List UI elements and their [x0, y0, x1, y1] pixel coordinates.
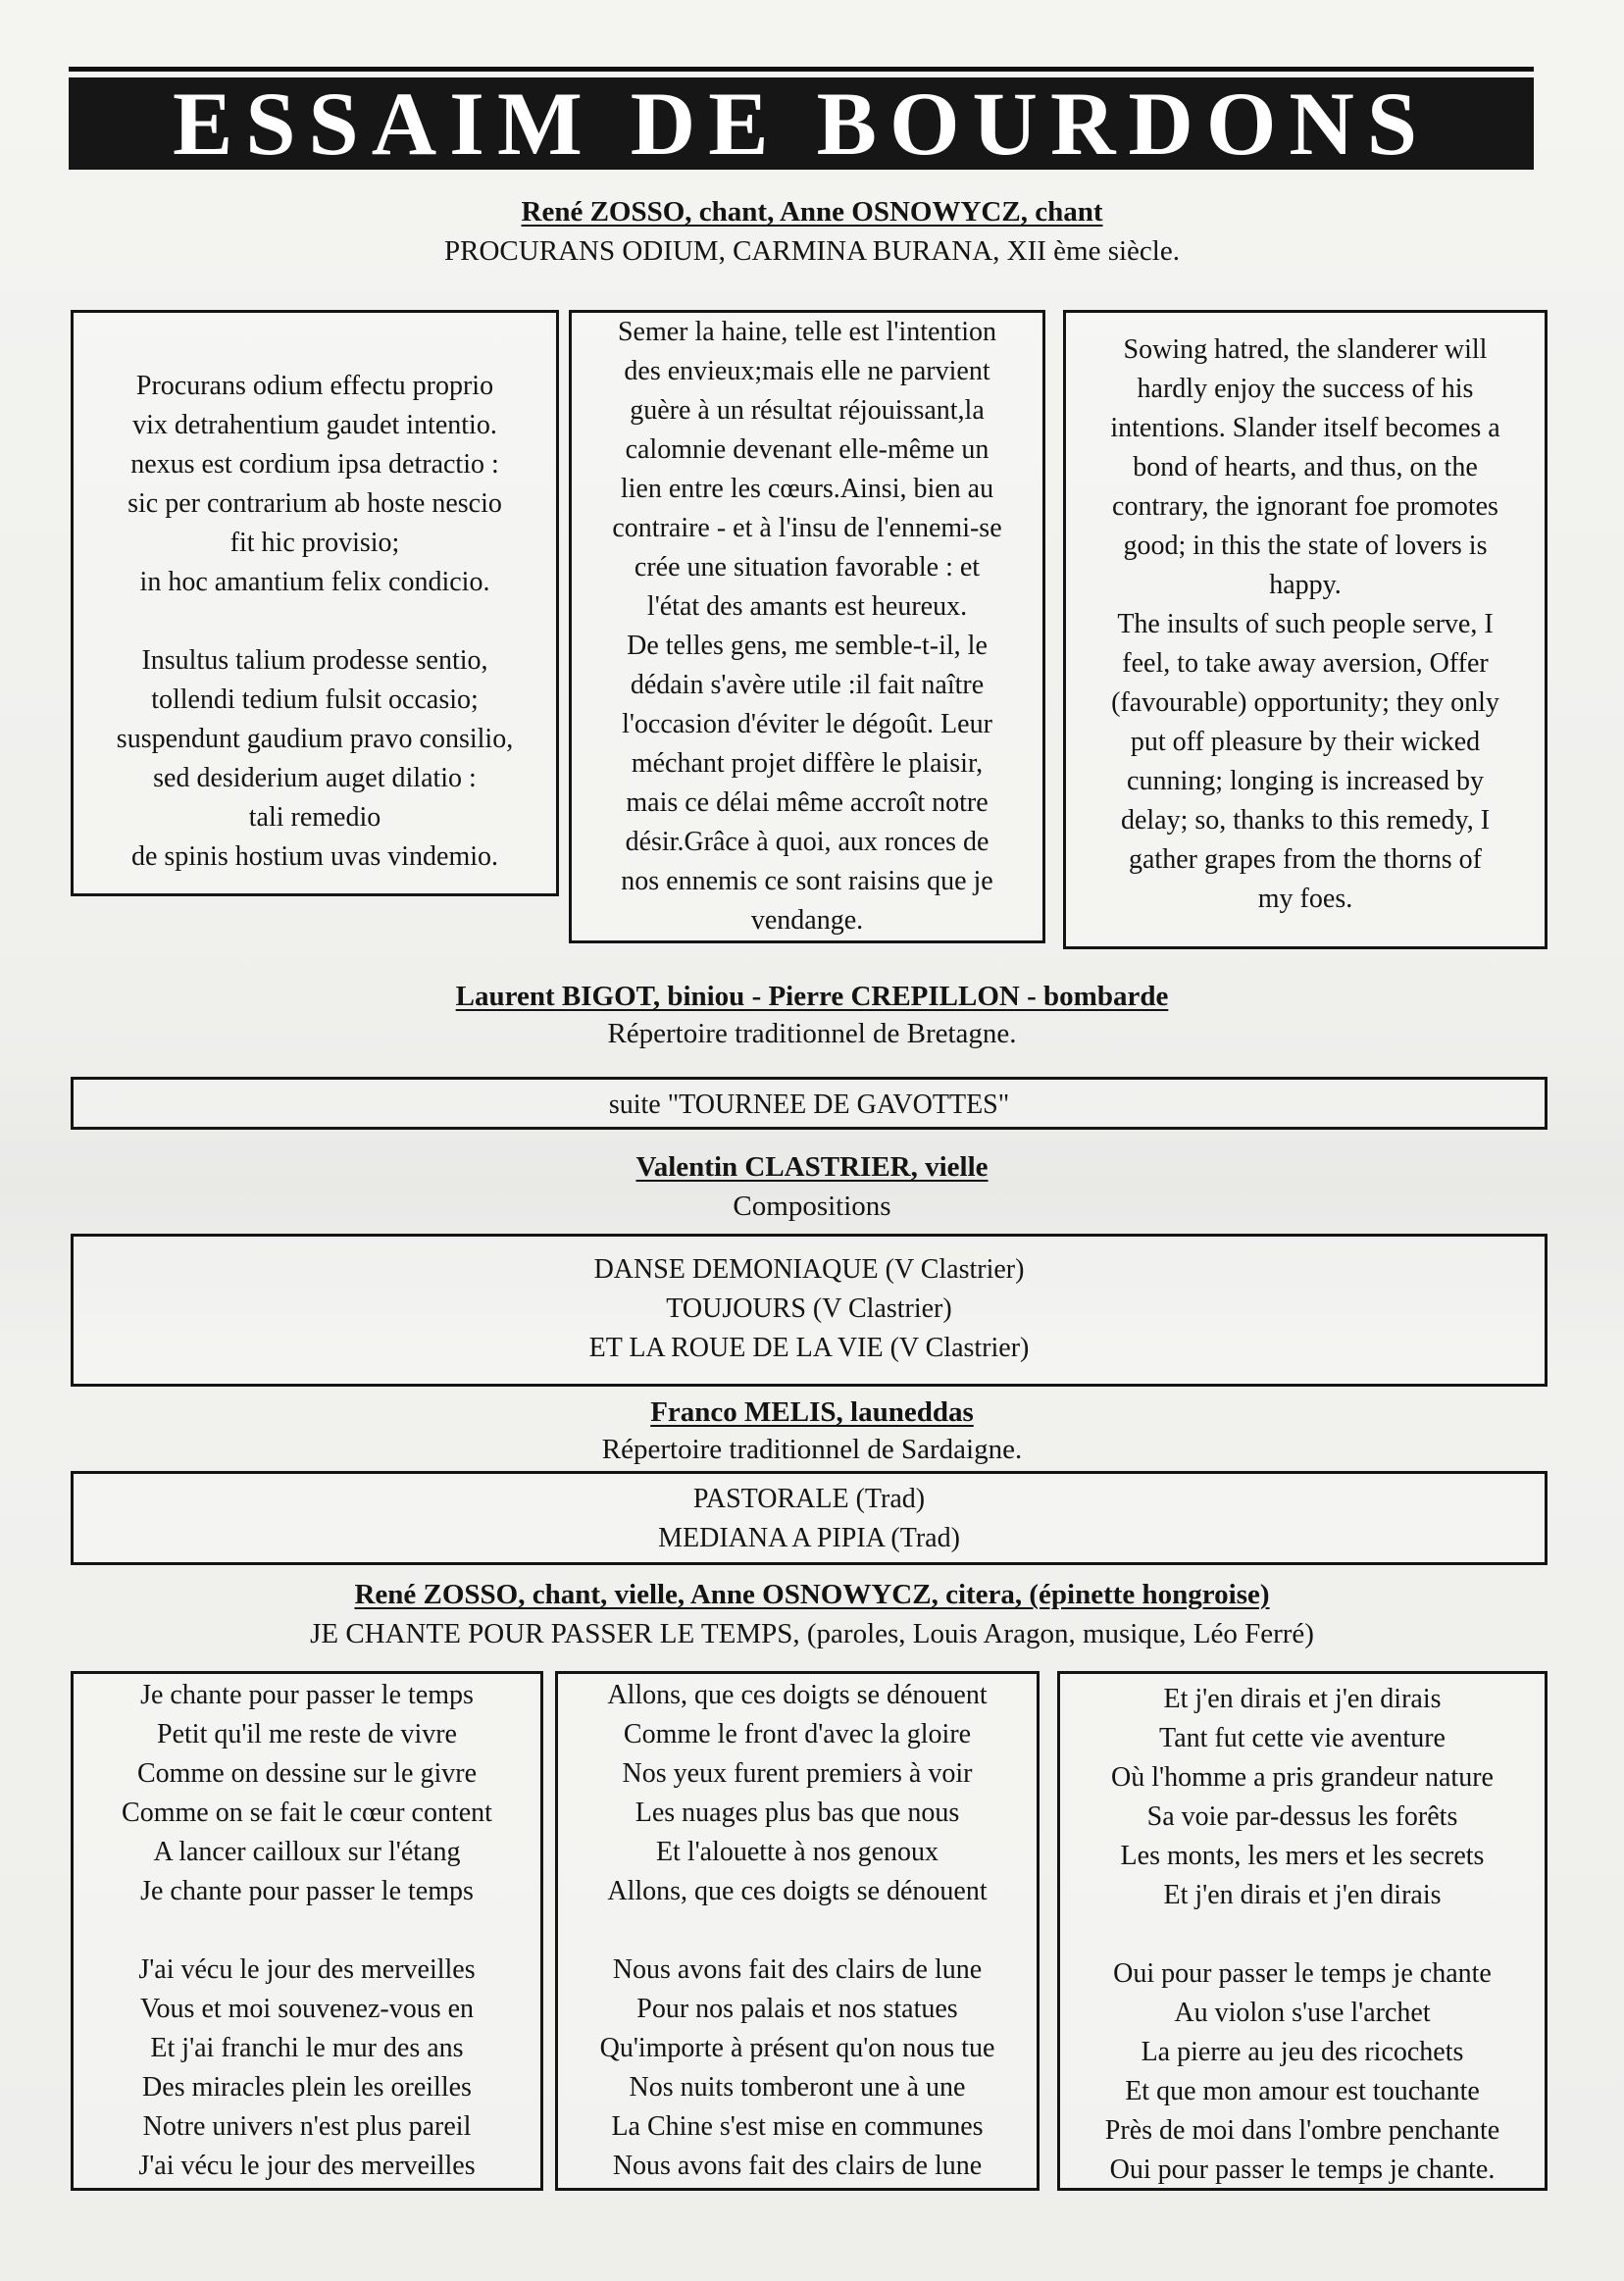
section2-heading: Laurent BIGOT, biniou - Pierre CREPILLON - bombarde — [455, 981, 1169, 1012]
text-line: tollendi tedium fulsit occasio; — [151, 684, 479, 715]
section3-heading: Valentin CLASTRIER, vielle — [635, 1151, 989, 1183]
text-line: Tant fut cette vie aventure — [1159, 1723, 1446, 1753]
text-line: Nos nuits tomberont une à une — [629, 2072, 966, 2103]
text-line: vendange. — [750, 905, 864, 936]
text-line: De telles gens, me semble-t-il, le — [627, 631, 988, 661]
text-line: Et que mon amour est touchante — [1125, 2076, 1480, 2106]
text-line: Notre univers n'est plus pareil — [142, 2111, 472, 2142]
text-line: DANSE DEMONIAQUE (V Clastrier) — [593, 1254, 1025, 1285]
song-col3-stanza2 — [1060, 1954, 1545, 2190]
song-col2-stanza2 — [558, 1951, 1037, 2186]
text-line: feel, to take away aversion, Offer — [1122, 648, 1489, 679]
page-title: ESSAIM DE BOURDONS — [69, 77, 1534, 170]
english-translation-box — [1063, 310, 1548, 949]
text-line: gather grapes from the thorns of — [1129, 844, 1482, 875]
section4-repertoire-box — [71, 1471, 1548, 1565]
text-line: Vous et moi souvenez-vous en — [139, 1994, 475, 2024]
text-line: A lancer cailloux sur l'étang — [153, 1837, 461, 1867]
text-line: delay; so, thanks to this remedy, I — [1120, 805, 1491, 836]
text-line: Et j'en dirais et j'en dirais — [1163, 1880, 1442, 1910]
title-banner — [69, 67, 1534, 174]
text-line: Je chante pour passer le temps — [140, 1876, 474, 1906]
text-line — [74, 602, 556, 641]
section1-heading: René ZOSSO, chant, Anne OSNOWYCZ, chant — [521, 196, 1103, 228]
text-line: put off pleasure by their wicked — [1130, 727, 1481, 757]
text-line: Les monts, les mers et les secrets — [1120, 1841, 1485, 1871]
text-line: hardly enjoy the success of his — [1137, 374, 1474, 404]
text-line: mais ce délai même accroît notre — [626, 787, 989, 818]
french-translation-box — [569, 310, 1045, 943]
section3-subtitle: Compositions — [733, 1191, 891, 1222]
text-line: l'occasion d'éviter le dégoût. Leur — [622, 709, 992, 739]
french-lines — [572, 313, 1042, 940]
text-line: ET LA ROUE DE LA VIE (V Clastrier) — [588, 1333, 1030, 1363]
text-line: de spinis hostium uvas vindemio. — [130, 841, 499, 872]
text-line: Les nuages plus bas que nous — [634, 1798, 960, 1828]
section3-lines — [74, 1250, 1545, 1368]
section2-subtitle: Répertoire traditionnel de Bretagne. — [607, 1018, 1017, 1049]
text-line: La pierre au jeu des ricochets — [1141, 2037, 1464, 2067]
text-line: (favourable) opportunity; they only — [1111, 687, 1499, 718]
section5-heading: René ZOSSO, chant, vielle, Anne OSNOWYCZ, citera, (épinette hongroise) — [354, 1579, 1270, 1610]
text-line: Oui pour passer le temps je chante. — [1109, 2154, 1496, 2185]
text-line: Des miracles plein les oreilles — [142, 2072, 472, 2103]
section5-subtitle: JE CHANTE POUR PASSER LE TEMPS, (paroles, Louis Aragon, musique, Léo Ferré) — [310, 1618, 1314, 1649]
text-line: TOUJOURS (V Clastrier) — [666, 1293, 952, 1324]
text-line: J'ai vécu le jour des merveilles — [138, 2151, 476, 2181]
text-line: Semer la haine, telle est l'intention — [617, 317, 997, 347]
text-line: Comme on dessine sur le givre — [136, 1758, 478, 1789]
latin-text-box — [71, 310, 559, 896]
text-line: Nos yeux furent premiers à voir — [622, 1758, 973, 1789]
text-line: La Chine s'est mise en communes — [611, 2111, 984, 2142]
text-line: happy. — [1269, 570, 1342, 600]
text-line: Comme le front d'avec la gloire — [623, 1719, 972, 1749]
text-line: Nous avons fait des clairs de lune — [612, 1954, 983, 1985]
text-line: Qu'importe à présent qu'on nous tue — [599, 2033, 995, 2063]
song-col3-stanza1 — [1060, 1680, 1545, 1915]
text-line: bond of hearts, and thus, on the — [1133, 452, 1478, 482]
text-line: Où l'homme a pris grandeur nature — [1111, 1762, 1494, 1793]
text-line: lien entre les cœurs.Ainsi, bien au — [620, 474, 994, 504]
text-line: Insultus talium prodesse sentio, — [141, 645, 488, 676]
song-col1-stanza1 — [74, 1676, 540, 1911]
text-line: calomnie devenant elle-même un — [625, 434, 990, 465]
text-line: Oui pour passer le temps je chante — [1113, 1958, 1492, 1989]
section3-compositions-box — [71, 1234, 1548, 1387]
text-line: vix detrahentium gaudet intentio. — [132, 410, 497, 440]
text-line: contrary, the ignorant foe promotes — [1112, 491, 1498, 522]
text-line: Allons, que ces doigts se dénouent — [607, 1680, 988, 1710]
text-line: Et l'alouette à nos genoux — [655, 1837, 939, 1867]
text-line: J'ai vécu le jour des merveilles — [138, 1954, 476, 1985]
text-line: in hoc amantium felix condicio. — [139, 567, 490, 597]
song-column-1 — [71, 1671, 543, 2191]
section2-repertoire-box — [71, 1077, 1548, 1130]
text-line: Procurans odium effectu proprio — [135, 371, 494, 401]
text-line: Petit qu'il me reste de vivre — [157, 1719, 457, 1749]
text-line: l'état des amants est heureux. — [646, 591, 968, 622]
text-line: MEDIANA A PIPIA (Trad) — [658, 1523, 960, 1553]
text-line: Pour nos palais et nos statues — [636, 1994, 958, 2024]
section2-box-text: suite "TOURNEE DE GAVOTTES" — [608, 1090, 1010, 1120]
text-line: Au violon s'use l'archet — [1174, 1998, 1431, 2028]
section4-subtitle: Répertoire traditionnel de Sardaigne. — [601, 1434, 1023, 1465]
text-line: sed desiderium auget dilatio : — [153, 763, 477, 793]
text-line: crée une situation favorable : et — [634, 552, 981, 583]
text-line: Et j'en dirais et j'en dirais — [1163, 1684, 1442, 1714]
latin-lines — [74, 367, 556, 877]
text-line: Sa voie par-dessus les forêts — [1146, 1801, 1458, 1832]
text-line: des envieux;mais elle ne parvient — [624, 356, 990, 386]
section4-lines — [74, 1480, 1545, 1558]
text-line: Et j'ai franchi le mur des ans — [150, 2033, 464, 2063]
section1-subtitle: PROCURANS ODIUM, CARMINA BURANA, XII ème siècle. — [444, 235, 1180, 267]
text-line: tali remedio — [248, 802, 381, 833]
text-line: suspendunt gaudium pravo consilio, — [116, 724, 514, 754]
text-line: The insults of such people serve, I — [1117, 609, 1494, 639]
song-column-3 — [1057, 1671, 1548, 2191]
text-line: cunning; longing is increased by — [1127, 766, 1484, 796]
text-line: nos ennemis ce sont raisins que je — [621, 866, 993, 896]
text-line: guère à un résultat réjouissant,la — [630, 395, 985, 426]
section4-heading: Franco MELIS, launeddas — [650, 1396, 974, 1428]
text-line: Allons, que ces doigts se dénouent — [607, 1876, 988, 1906]
text-line: nexus est cordium ipsa detractio : — [130, 449, 499, 480]
text-line: désir.Grâce à quoi, aux ronces de — [625, 827, 990, 857]
text-line: Je chante pour passer le temps — [140, 1680, 474, 1710]
text-line: méchant projet diffère le plaisir, — [631, 748, 984, 779]
text-line: Près de moi dans l'ombre penchante — [1104, 2115, 1500, 2146]
text-line: Sowing hatred, the slanderer will — [1123, 334, 1488, 365]
text-line: sic per contrarium ab hoste nescio — [127, 488, 502, 519]
text-line: my foes. — [1257, 884, 1353, 914]
song-col2-stanza1 — [558, 1676, 1037, 1911]
text-line: PASTORALE (Trad) — [692, 1484, 926, 1514]
text-line: Nous avons fait des clairs de lune — [612, 2151, 983, 2181]
song-col1-stanza2 — [74, 1951, 540, 2186]
text-line: dédain s'avère utile :il fait naître — [630, 670, 985, 700]
text-line: intentions. Slander itself becomes a — [1110, 413, 1500, 443]
song-column-2 — [555, 1671, 1040, 2191]
text-line: fit hic provisio; — [229, 528, 400, 558]
text-line: Comme on se fait le cœur content — [122, 1798, 492, 1828]
text-line: good; in this the state of lovers is — [1123, 531, 1488, 561]
text-line: contraire - et à l'insu de l'ennemi-se — [612, 513, 1002, 543]
english-lines — [1066, 330, 1545, 919]
